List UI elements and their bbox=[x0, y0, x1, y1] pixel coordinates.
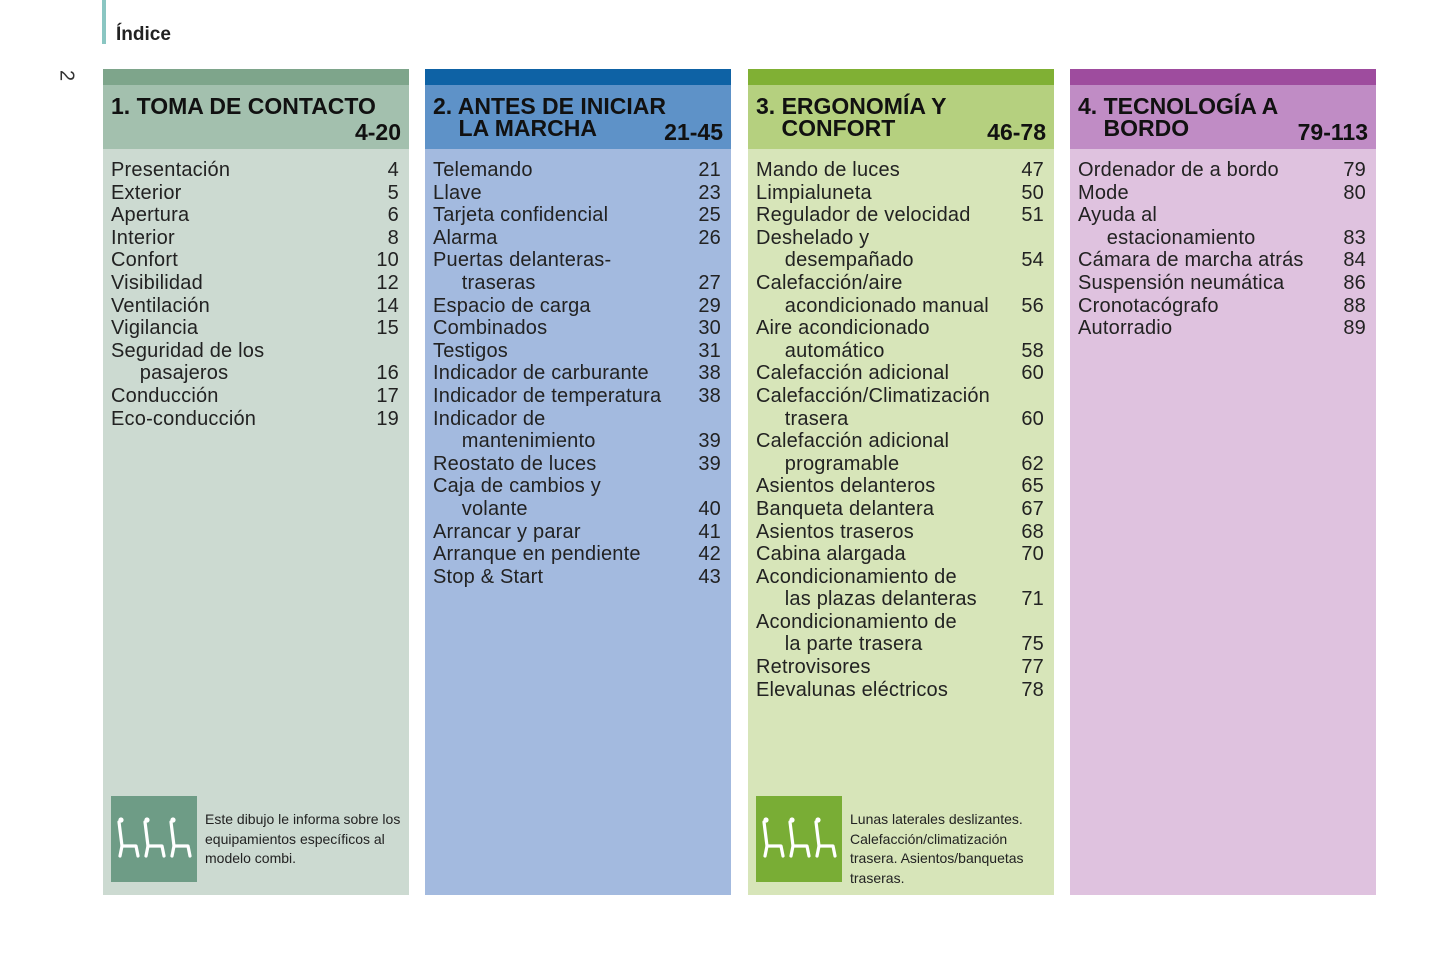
section-header bbox=[425, 85, 731, 149]
toc-entry-label: Confort bbox=[111, 249, 178, 272]
toc-entry[interactable] bbox=[756, 656, 1046, 679]
toc-entry[interactable] bbox=[433, 159, 723, 182]
toc-entry[interactable] bbox=[756, 543, 1046, 566]
toc-entry[interactable] bbox=[1078, 272, 1368, 295]
toc-entry-label: Llave bbox=[433, 181, 482, 204]
toc-entry[interactable] bbox=[756, 385, 1046, 430]
toc-entry[interactable] bbox=[433, 317, 723, 340]
toc-entry-label: Telemando bbox=[433, 159, 533, 181]
toc-entry-label: Alarma bbox=[433, 226, 498, 249]
toc-entry-label: Asientos delanteros bbox=[756, 475, 936, 498]
toc-entry[interactable] bbox=[433, 227, 723, 250]
toc-entry-page: 30 bbox=[698, 317, 721, 340]
section-title: 1. TOMA DE CONTACTO bbox=[111, 93, 376, 119]
toc-entry-page: 5 bbox=[387, 181, 399, 204]
toc-entry-label: Arranque en pendiente bbox=[433, 543, 641, 566]
section-antes-de-iniciar bbox=[425, 69, 731, 895]
toc-entry-page: 38 bbox=[698, 384, 721, 407]
toc-entry-label: Cabina alargada bbox=[756, 543, 906, 566]
toc-entry-page: 29 bbox=[698, 294, 721, 317]
section-tecnologia-a-bordo bbox=[1070, 69, 1376, 895]
toc-entry-label: Cámara de marcha atrás bbox=[1078, 249, 1304, 272]
toc-entry-label: Asientos traseros bbox=[756, 520, 914, 543]
toc-entry-label: Cronotacógrafo bbox=[1078, 294, 1219, 317]
toc-entry[interactable] bbox=[111, 408, 401, 431]
toc-entry-page: 50 bbox=[1021, 181, 1044, 204]
section-color-stripe bbox=[425, 69, 731, 85]
section-color-stripe bbox=[1070, 69, 1376, 85]
toc-entry-page: 23 bbox=[698, 181, 721, 204]
toc-entry-page: 31 bbox=[698, 339, 721, 362]
toc-entry-page: 75 bbox=[1021, 633, 1044, 656]
toc-entry[interactable] bbox=[433, 362, 723, 385]
toc-entry-page: 42 bbox=[698, 543, 721, 566]
toc-entry-label: Ordenador de a bordo bbox=[1078, 159, 1279, 181]
toc-entry[interactable] bbox=[1078, 317, 1368, 340]
toc-entry-page: 83 bbox=[1343, 226, 1366, 249]
section-header bbox=[1070, 85, 1376, 149]
toc-entry-page: 60 bbox=[1021, 407, 1044, 430]
toc-entry[interactable] bbox=[756, 272, 1046, 317]
toc-entry[interactable] bbox=[756, 566, 1046, 611]
toc-entry[interactable] bbox=[756, 430, 1046, 475]
section-header bbox=[748, 85, 1054, 149]
toc-entry-label: Ayuda al estacionamiento bbox=[1078, 204, 1256, 249]
section-toma-de-contacto bbox=[103, 69, 409, 895]
toc-entry[interactable] bbox=[433, 521, 723, 544]
toc-entry-page: 71 bbox=[1021, 588, 1044, 611]
toc-entry-page: 77 bbox=[1021, 656, 1044, 679]
toc-entry-page: 68 bbox=[1021, 520, 1044, 543]
toc-entry-page: 16 bbox=[376, 362, 399, 385]
seats-icon bbox=[756, 796, 842, 882]
toc-entry-label: Indicador de mantenimiento bbox=[433, 407, 596, 453]
toc-entry[interactable] bbox=[756, 611, 1046, 656]
toc-entry-label: Elevalunas eléctricos bbox=[756, 678, 949, 701]
toc-entry[interactable] bbox=[756, 521, 1046, 544]
toc-entry-label: Conducción bbox=[111, 384, 219, 407]
toc-entry-label: Combinados bbox=[433, 317, 548, 340]
toc-entry-label: Mode bbox=[1078, 181, 1129, 204]
toc-entry-page: 10 bbox=[376, 249, 399, 272]
entry-list bbox=[748, 149, 1054, 701]
toc-entry-page: 65 bbox=[1021, 475, 1044, 498]
toc-entry-page: 89 bbox=[1343, 317, 1366, 340]
toc-entry-page: 21 bbox=[698, 159, 721, 181]
toc-entry[interactable] bbox=[433, 453, 723, 476]
toc-entry-page: 27 bbox=[698, 271, 721, 294]
toc-entry[interactable] bbox=[433, 249, 723, 294]
toc-entry-label: Testigos bbox=[433, 339, 508, 362]
toc-entry-label: Acondicionamiento de las plazas delanteras bbox=[756, 565, 977, 611]
toc-entry[interactable] bbox=[111, 204, 401, 227]
toc-entry-label: Interior bbox=[111, 226, 175, 249]
toc-entry-label: Acondicionamiento de la parte trasera bbox=[756, 610, 957, 656]
toc-entry-label: Vigilancia bbox=[111, 317, 199, 340]
toc-entry[interactable] bbox=[111, 159, 401, 182]
toc-entry-page: 41 bbox=[698, 520, 721, 543]
toc-entry-page: 56 bbox=[1021, 294, 1044, 317]
toc-entry[interactable] bbox=[111, 249, 401, 272]
toc-entry-label: Stop & Start bbox=[433, 565, 544, 588]
toc-entry-page: 8 bbox=[387, 226, 399, 249]
toc-entry-label: Indicador de temperatura bbox=[433, 384, 662, 407]
toc-entry[interactable] bbox=[1078, 182, 1368, 205]
toc-entry-label: Banqueta delantera bbox=[756, 497, 935, 520]
toc-entry[interactable] bbox=[111, 385, 401, 408]
toc-entry-page: 78 bbox=[1021, 678, 1044, 701]
toc-entry-page: 47 bbox=[1021, 159, 1044, 181]
toc-entry[interactable] bbox=[433, 204, 723, 227]
toc-entry[interactable] bbox=[1078, 249, 1368, 272]
combi-note bbox=[756, 796, 1046, 884]
section-header bbox=[103, 85, 409, 149]
toc-entry-label: Apertura bbox=[111, 204, 190, 227]
toc-entry-page: 88 bbox=[1343, 294, 1366, 317]
toc-entry[interactable] bbox=[1078, 159, 1368, 182]
toc-entry-page: 51 bbox=[1021, 204, 1044, 227]
toc-entry-label: Arrancar y parar bbox=[433, 520, 581, 543]
toc-entry-label: Calefacción adicional programable bbox=[756, 430, 950, 475]
toc-entry[interactable] bbox=[111, 340, 401, 385]
section-page-range: 21-45 bbox=[664, 119, 723, 145]
toc-entry[interactable] bbox=[433, 295, 723, 318]
toc-entry-label: Exterior bbox=[111, 181, 182, 204]
toc-entry[interactable] bbox=[756, 317, 1046, 362]
toc-entry-label: Suspensión neumática bbox=[1078, 271, 1285, 294]
toc-entry-label: Mando de luces bbox=[756, 159, 901, 181]
toc-entry-page: 80 bbox=[1343, 181, 1366, 204]
toc-entry-label: Caja de cambios y volante bbox=[433, 475, 601, 520]
toc-entry-page: 26 bbox=[698, 226, 721, 249]
toc-entry[interactable] bbox=[756, 475, 1046, 498]
toc-entry-page: 15 bbox=[376, 317, 399, 340]
toc-entry[interactable] bbox=[756, 227, 1046, 272]
toc-entry-label: Deshelado y desempañado bbox=[756, 226, 914, 272]
section-title: 2. ANTES DE INICIAR LA MARCHA bbox=[433, 93, 667, 141]
entry-list bbox=[103, 149, 409, 430]
toc-entry-label: Retrovisores bbox=[756, 656, 871, 679]
toc-entry-page: 79 bbox=[1343, 159, 1366, 181]
entry-list bbox=[425, 149, 731, 588]
toc-entry-page: 38 bbox=[698, 362, 721, 385]
toc-entry-page: 58 bbox=[1021, 339, 1044, 362]
toc-entry-label: Autorradio bbox=[1078, 317, 1173, 340]
toc-entry[interactable] bbox=[433, 566, 723, 589]
toc-entry-page: 84 bbox=[1343, 249, 1366, 272]
combi-note bbox=[111, 796, 401, 884]
section-page-range: 79-113 bbox=[1297, 119, 1368, 145]
section-color-stripe bbox=[103, 69, 409, 85]
toc-entry-page: 25 bbox=[698, 204, 721, 227]
toc-entry-label: Puertas delanteras- traseras bbox=[433, 249, 612, 294]
toc-entry-page: 17 bbox=[376, 384, 399, 407]
toc-entry[interactable] bbox=[433, 182, 723, 205]
toc-entry[interactable] bbox=[756, 159, 1046, 182]
toc-entry-page: 43 bbox=[698, 565, 721, 588]
toc-entry[interactable] bbox=[433, 340, 723, 363]
toc-entry-label: Tarjeta confidencial bbox=[433, 204, 609, 227]
toc-entry-page: 60 bbox=[1021, 362, 1044, 385]
toc-entry-label: Reostato de luces bbox=[433, 452, 597, 475]
section-color-stripe bbox=[748, 69, 1054, 85]
toc-entry[interactable] bbox=[433, 408, 723, 453]
toc-entry-label: Visibilidad bbox=[111, 271, 203, 294]
toc-entry-page: 40 bbox=[698, 497, 721, 520]
toc-entry-label: Presentación bbox=[111, 159, 231, 181]
entry-list bbox=[1070, 149, 1376, 340]
toc-entry-label: Limpialuneta bbox=[756, 181, 872, 204]
toc-entry-label: Calefacción adicional bbox=[756, 362, 950, 385]
toc-entry[interactable] bbox=[111, 272, 401, 295]
toc-entry-label: Calefacción/aire acondicionado manual bbox=[756, 271, 989, 317]
toc-entry[interactable] bbox=[111, 182, 401, 205]
toc-entry-page: 70 bbox=[1021, 543, 1044, 566]
toc-entry-page: 19 bbox=[376, 407, 399, 430]
toc-entry[interactable] bbox=[1078, 295, 1368, 318]
toc-entry[interactable] bbox=[111, 295, 401, 318]
toc-entry[interactable] bbox=[433, 385, 723, 408]
section-page-range: 46-78 bbox=[987, 119, 1046, 145]
toc-entry[interactable] bbox=[433, 475, 723, 520]
toc-entry-label: Calefacción/Climatización trasera bbox=[756, 384, 990, 430]
toc-entry-page: 12 bbox=[376, 271, 399, 294]
toc-entry-page: 62 bbox=[1021, 452, 1044, 475]
toc-entry-label: Regulador de velocidad bbox=[756, 204, 971, 227]
toc-entry-page: 67 bbox=[1021, 497, 1044, 520]
section-title: 3. ERGONOMÍA Y CONFORT bbox=[756, 93, 947, 141]
toc-entry[interactable] bbox=[111, 227, 401, 250]
section-page-range: 4-20 bbox=[354, 119, 401, 145]
toc-entry[interactable] bbox=[433, 543, 723, 566]
note-text: Lunas laterales deslizantes. Calefacción/climatización trasera. Asientos/banquetas traseras. bbox=[850, 811, 1024, 886]
toc-entry[interactable] bbox=[756, 182, 1046, 205]
toc-entry-page: 14 bbox=[376, 294, 399, 317]
section-title: 4. TECNOLOGÍA A BORDO bbox=[1078, 93, 1279, 141]
toc-entry-label: Indicador de carburante bbox=[433, 362, 649, 385]
toc-entry-page: 4 bbox=[387, 159, 399, 181]
toc-entry-label: Espacio de carga bbox=[433, 294, 591, 317]
section-ergonomia-confort bbox=[748, 69, 1054, 895]
page-title: Índice bbox=[116, 24, 171, 45]
toc-entry-page: 86 bbox=[1343, 271, 1366, 294]
page-number: 2 bbox=[55, 69, 78, 82]
header-accent-bar bbox=[102, 0, 106, 44]
toc-entry-page: 39 bbox=[698, 452, 721, 475]
toc-entry-label: Ventilación bbox=[111, 294, 210, 317]
seats-icon bbox=[111, 796, 197, 882]
toc-entry[interactable] bbox=[756, 679, 1046, 702]
toc-entry[interactable] bbox=[756, 498, 1046, 521]
note-text: Este dibujo le informa sobre los equipamientos específicos al modelo combi. bbox=[205, 811, 401, 866]
toc-entry-label: Seguridad de los pasajeros bbox=[111, 339, 265, 385]
toc-entry[interactable] bbox=[756, 362, 1046, 385]
toc-entry[interactable] bbox=[111, 317, 401, 340]
toc-entry[interactable] bbox=[1078, 204, 1368, 249]
toc-entry-page: 39 bbox=[698, 430, 721, 453]
toc-entry-page: 54 bbox=[1021, 249, 1044, 272]
toc-entry-label: Aire acondicionado automático bbox=[756, 317, 930, 362]
toc-entry[interactable] bbox=[756, 204, 1046, 227]
toc-entry-label: Eco-conducción bbox=[111, 407, 257, 430]
toc-entry-page: 6 bbox=[387, 204, 399, 227]
